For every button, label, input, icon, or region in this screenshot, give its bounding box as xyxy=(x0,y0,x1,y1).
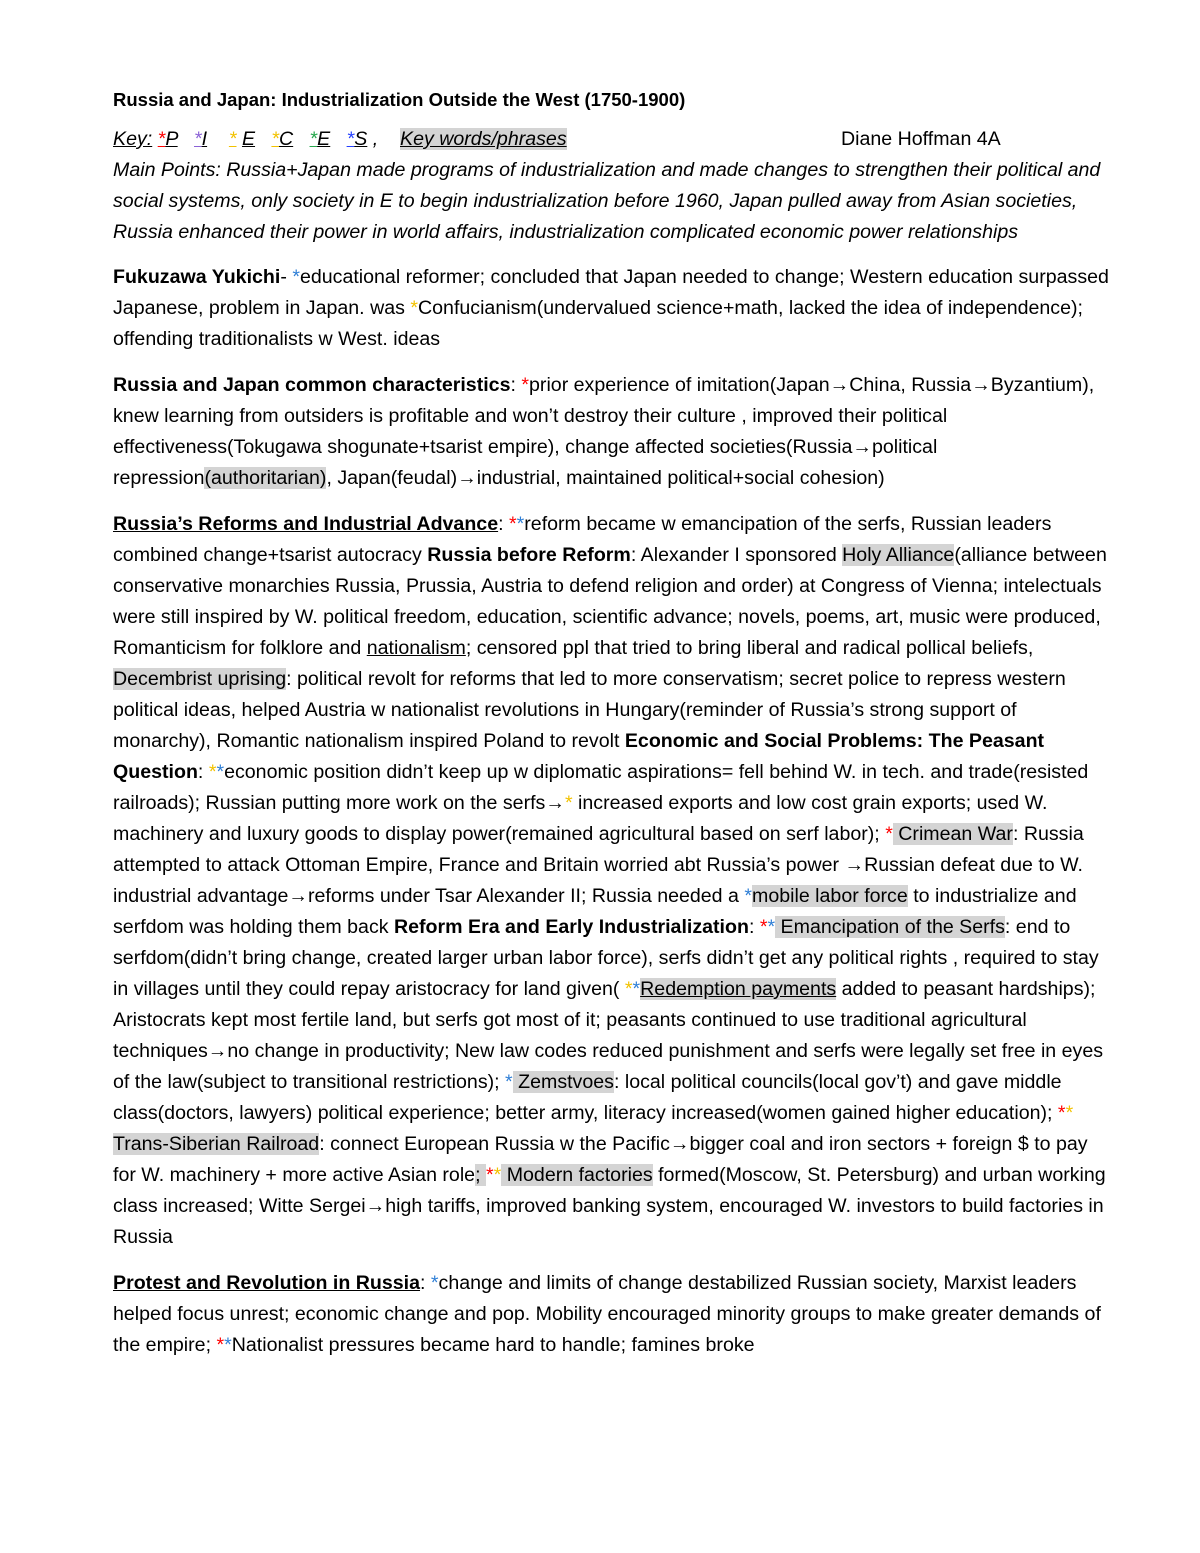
star-marker: * xyxy=(292,266,300,288)
highlight-decembrist: Decembrist uprising xyxy=(113,668,287,690)
star-marker: * xyxy=(216,1334,225,1356)
arrow-icon: → xyxy=(288,885,308,907)
fukuzawa-heading: Fukuzawa Yukichi xyxy=(113,266,281,288)
star-marker: * xyxy=(564,792,573,814)
subheading-peasant-question: Economic and Social Problems: The Peasant Question xyxy=(113,730,1045,783)
text-fragment: change and limits of change destabilized Russian society, Marxist leaders helped focus unrest; economic change and pop. Mobility encouraged minority groups to make greater demands of the empire; xyxy=(113,1272,1101,1356)
text-fragment: : xyxy=(510,374,522,396)
key-letter-e1: E xyxy=(241,128,256,150)
star-marker: * xyxy=(885,823,893,845)
text-fragment: Byzantium), knew learning from outsiders is profitable and won’t destroy their culture , improved their political effectiveness(Tokugawa shogunate+tsarist empire), change affected societies(Russia xyxy=(113,374,1095,458)
highlight-holy-alliance: Holy Alliance xyxy=(842,544,955,566)
star-marker: * xyxy=(508,513,517,535)
star-marker: * xyxy=(744,885,753,907)
section-common xyxy=(113,370,1113,494)
text-fragment: : Russia attempted to attack Ottoman Empire, France and Britain worried abt Russia’s power xyxy=(113,823,1084,876)
text-fragment: : local political councils(local gov’t) and gave middle class(doctors, lawyers) political experience; better army, literacy increased(women gained higher education); xyxy=(113,1071,1062,1124)
star-marker: * xyxy=(505,1071,513,1093)
key-phrase: Key words/phrases xyxy=(400,128,567,150)
star-marker: * xyxy=(216,761,225,783)
arrow-icon: → xyxy=(829,374,850,396)
highlight-mobile-labor: mobile labor force xyxy=(752,885,908,907)
section-fukuzawa xyxy=(113,262,1113,355)
star-marker: * xyxy=(485,1164,494,1186)
key-star-p: * xyxy=(157,128,166,150)
text-fragment: : xyxy=(748,916,760,938)
reforms-heading: Russia’s Reforms and Industrial Advance xyxy=(113,513,499,535)
text-fragment: educational reformer; concluded that Japan needed to change; Western education surpassed Japanese, problem in Japan. was xyxy=(113,266,1109,319)
document-body xyxy=(113,84,1113,1376)
highlight-semicolon: ; xyxy=(475,1164,486,1186)
subheading-reform-era: Reform Era and Early Industrialization xyxy=(393,916,749,938)
text-fragment: reforms under Tsar Alexander II; Russia needed a xyxy=(307,885,745,907)
text-fragment: prior experience of imitation(Japan xyxy=(529,374,830,396)
text-fragment: : end to serfdom(didn’t bring change, created larger urban labor force), serfs didn’t get any political rights , required to stay in villages until they could repay aristocracy for land given( xyxy=(113,916,1099,1000)
highlight-modern-factories: Modern factories xyxy=(501,1164,653,1186)
key-letter-p: P xyxy=(165,128,178,150)
key-star-e1: * xyxy=(228,128,237,150)
arrow-icon: → xyxy=(844,854,865,876)
key-star-s: * xyxy=(346,128,355,150)
text-fragment: increased exports and low cost grain exports; used W. machinery and luxury goods to display power(remained agricultural based on serf labor); xyxy=(113,792,1048,845)
common-heading: Russia and Japan common characteristics xyxy=(113,374,511,396)
star-marker: * xyxy=(493,1164,502,1186)
key-star-i: * xyxy=(194,128,202,150)
highlight-trans-siberian: Trans-Siberian Railroad xyxy=(113,1133,320,1155)
text-fragment: to industrialize and serfdom was holding them back xyxy=(113,885,1077,938)
highlight-zemstvoes: Zemstvoes xyxy=(512,1071,614,1093)
text-fragment: bigger coal and iron sectors + foreign $ to pay for W. machinery + more active Asian role xyxy=(113,1133,1088,1186)
key-letter-e2: E xyxy=(317,128,331,150)
key-star-c: * xyxy=(271,128,280,150)
star-marker: * xyxy=(521,374,530,396)
highlight-redemption: Redemption payments xyxy=(640,978,837,1000)
text-fragment: : connect European Russia w the Pacific xyxy=(319,1133,670,1155)
star-marker: * xyxy=(1057,1102,1066,1124)
highlight-emancipation: Emancipation of the Serfs xyxy=(775,916,1005,938)
star-marker: * xyxy=(224,1334,232,1356)
key-letter-i: I xyxy=(201,128,208,150)
text-fragment: Confucianism(undervalued science+math, lacked the idea of independence); offending traditionalists w West. ideas xyxy=(113,297,1083,350)
text-fragment: added to peasant hardships); Aristocrats kept most fertile land, but serfs got most of it; peasants continued to use traditional agricultural techniques xyxy=(113,978,1096,1062)
text-fragment: no change in productivity; New law codes reduced punishment and serfs were legally set free in eyes of the law(subject to transitional restrictions); xyxy=(113,1040,1104,1093)
text-fragment: : Alexander I sponsored xyxy=(630,544,843,566)
text-fragment: : xyxy=(498,513,509,535)
text-fragment: (alliance between conservative monarchies Russia, Prussia, Austria to defend religion and order) at Congress of Vienna; intelectuals were still inspired by W. political freedom, education, scientific advance; novels, poems, art, music were produced, Romanticism for folklore and xyxy=(113,544,1107,659)
section-reforms xyxy=(113,509,1113,1253)
protest-heading: Protest and Revolution in Russia xyxy=(113,1272,421,1294)
text-fragment: China, Russia xyxy=(849,374,972,396)
arrow-icon: → xyxy=(545,792,565,814)
subheading-before-reform: Russia before Reform xyxy=(427,544,631,566)
text-fragment: : political revolt for reforms that led to more conservatism; secret police to repress western political ideas, helped Austria w nationalist revolutions in Hungary(reminder of Russia’s strong support of monarchy), Romantic nationalism inspired Poland to revolt xyxy=(113,668,1066,752)
arrow-icon: → xyxy=(365,1195,386,1217)
text-fragment: economic position didn’t keep up w diplomatic aspirations= fell behind W. in tech. and trade(resisted railroads); Russian putting more work on the serfs xyxy=(113,761,1089,814)
text-fragment: Nationalist pressures became hard to handle; famines broke xyxy=(231,1334,755,1356)
key-letter-c: C xyxy=(279,128,294,150)
arrow-icon: → xyxy=(852,436,872,458)
key-label: Key: xyxy=(113,128,153,150)
star-marker: * xyxy=(410,297,418,319)
text-fragment: , Japan(feudal) xyxy=(326,467,458,489)
key-letter-s: S xyxy=(354,128,368,150)
section-protest xyxy=(113,1268,1113,1361)
text-fragment: industrial, maintained political+social cohesion) xyxy=(476,467,885,489)
document-title: Russia and Japan: Industrialization Outside the West (1750-1900) xyxy=(113,89,686,110)
arrow-icon: → xyxy=(207,1040,228,1062)
author-name: Diane Hoffman 4A xyxy=(841,128,1001,150)
text-fragment: - xyxy=(280,266,293,288)
text-fragment: high tariffs, improved banking system, encouraged W. investors to build factories in Russia xyxy=(113,1195,1104,1248)
star-marker: * xyxy=(767,916,776,938)
text-fragment: political repression xyxy=(113,436,938,489)
text-fragment: formed(Moscow, St. Petersburg) and urban working class increased; Witte Sergei xyxy=(113,1164,1106,1217)
text-fragment: : xyxy=(420,1272,431,1294)
main-points: Main Points: Russia+Japan made programs of industrialization and made changes to strengthen their political and social systems, only society in E to begin industrialization before 1960, Japan pulled away from Asian societies, Russia enhanced their power in world affairs, industrialization complicated economic power relationships xyxy=(113,159,1101,243)
highlight-authoritarian: (authoritarian) xyxy=(204,467,327,489)
highlight-crimean-war: Crimean War xyxy=(892,823,1013,845)
star-marker: * xyxy=(624,978,633,1000)
key-star-e2: * xyxy=(309,128,318,150)
key-legend xyxy=(113,124,1113,155)
text-fragment: ; censored ppl that tried to bring liberal and radical pollical beliefs, xyxy=(465,637,1034,659)
star-marker: * xyxy=(759,916,768,938)
keyword-nationalism: nationalism xyxy=(366,637,466,659)
star-marker: * xyxy=(430,1272,439,1294)
arrow-icon: → xyxy=(669,1133,690,1155)
text-fragment: Russian defeat due to W. industrial advantage xyxy=(113,854,1084,907)
star-marker: * xyxy=(632,978,641,1000)
star-marker: * xyxy=(208,761,217,783)
text-fragment: : xyxy=(197,761,209,783)
key-comma: , xyxy=(372,128,379,150)
text-fragment: reform became w emancipation of the serfs, Russian leaders combined change+tsarist autocracy xyxy=(113,513,1052,566)
arrow-icon: → xyxy=(457,467,477,489)
star-marker: * xyxy=(1065,1102,1074,1124)
arrow-icon: → xyxy=(971,374,991,396)
star-marker: * xyxy=(516,513,525,535)
